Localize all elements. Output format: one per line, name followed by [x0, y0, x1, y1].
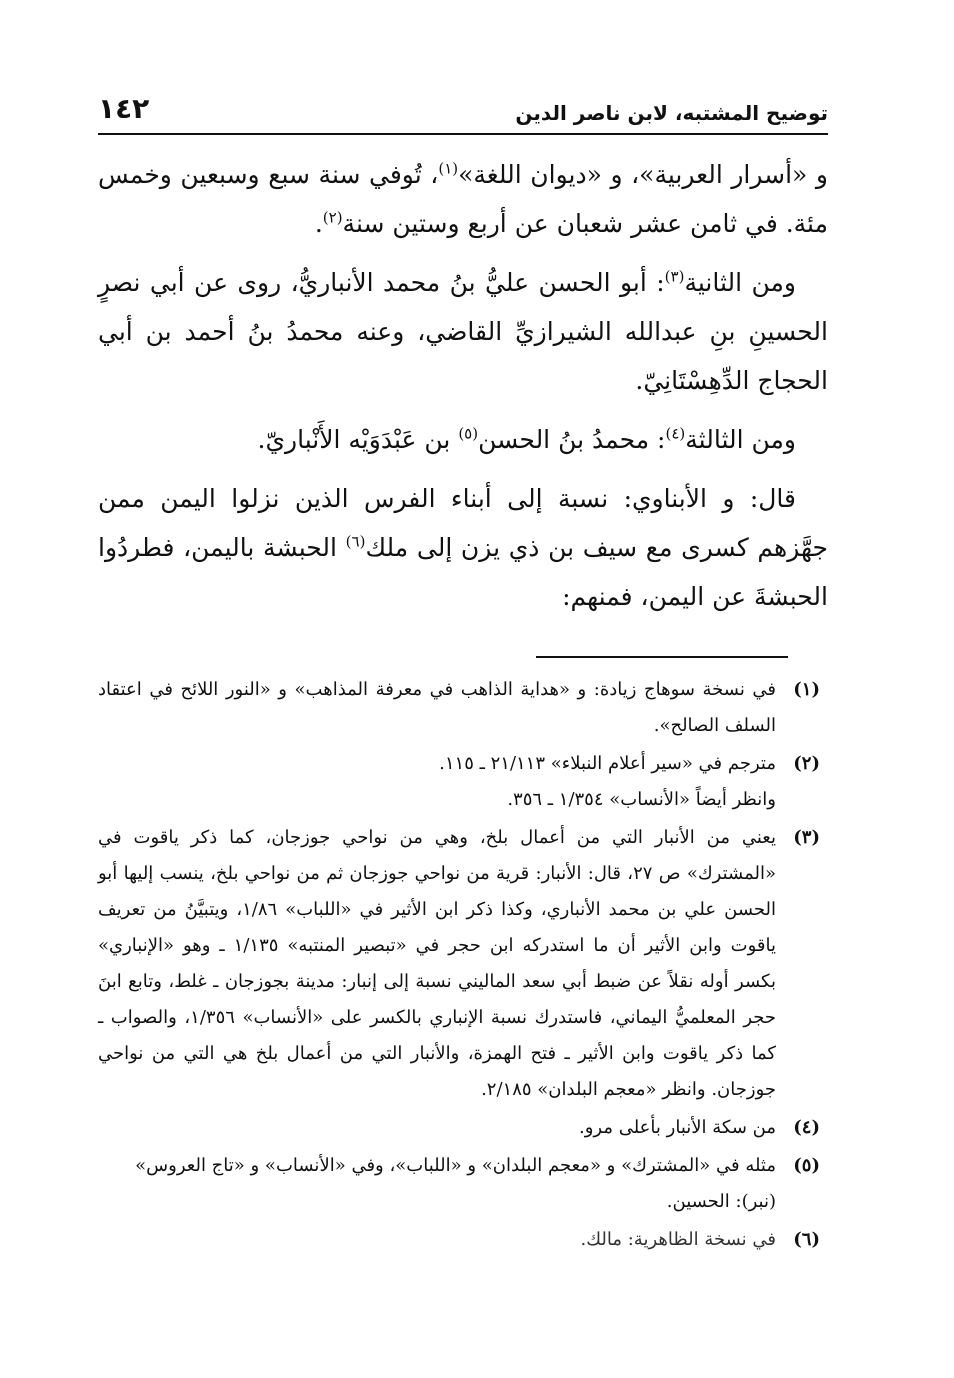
footnote-text: [98, 1222, 776, 1258]
main-text: [98, 150, 828, 631]
footnote-number: (٥): [793, 1155, 820, 1176]
footnote-line: في نسخة سوهاج زيادة: و «هداية الذاهب في معرفة المذاهب» و «النور اللائح في اعتقاد السلف الصالح».: [98, 679, 776, 736]
footnote-number: (٣): [793, 827, 820, 848]
footnote-ref-4: (٤): [665, 424, 686, 443]
footnote: [98, 672, 820, 744]
footnote-text: [98, 1148, 776, 1220]
footnote-text: [98, 746, 776, 818]
footnote-number: (٢): [793, 753, 820, 774]
paragraph-3: [98, 415, 828, 464]
paragraph-1: [98, 150, 828, 248]
footnotes: [98, 672, 820, 1260]
footnote-line: يعني من الأنبار التي من أعمال بلخ، وهي من نواحي جوزجان، كما ذكر ياقوت في «المشترك» ص ٢٧، قال: الأنبار: قرية من نواحي جوزجان ثم من نواحي بلخ، ينسب إليها أبو الحسن علي بن محمد الأنباري، وكذا ذكر ابن الأثير في «اللباب» ١/٨٦، ويتبيَّنُ من تعريف ياقوت وابن الأثير أن ما استدركه ابن حجر في «تبصير المنتبه» ١/١٣٥ ـ وهو «الإنباري» بكسر أوله نقلاً عن ضبط أبي سعد الماليني نسبة إلى إنبار: مدينة بجوزجان ـ غلط، وتابع ابنَ حجر المعلميُّ اليماني، فاستدرك نسبة الإنباري بالكسر على «الأنساب» ١/٣٥٦، والصواب ـ كما ذكر ياقوت وابن الأثير ـ فتح الهمزة، والأنبار التي من أعمال بلخ هي التي من نواحي جوزجان. وانظر «معجم البلدان» ٢/١٨٥.: [98, 827, 776, 1100]
footnote-text: [98, 672, 776, 744]
text-run: ومن الثالثة: [685, 425, 796, 454]
text-run: قال: و الأبناوي: نسبة إلى أبناء الفرس الذين نزلوا اليمن ممن جهَّزهم كسرى مع سيف بن ذي يزن إلى ملك: [98, 484, 828, 562]
text-run: : محمدُ بنُ الحسن: [478, 425, 666, 454]
footnote-line: وانظر أيضاً «الأنساب» ١/٣٥٤ ـ ٣٥٦.: [507, 789, 776, 810]
footnote: [98, 1148, 820, 1220]
text-run: الحبشة باليمن، فطردُوا الحبشةَ عن اليمن، فمنهم:: [98, 533, 828, 611]
text-run: بن عَبْدَوَيْه الأَنْباريّ.: [257, 425, 459, 454]
footnote: [98, 746, 820, 818]
footnote-text: [98, 1110, 776, 1146]
footnote-line: مثله في «المشترك» و «معجم البلدان» و «اللباب»، وفي «الأنساب» و «تاج العروس»: [135, 1155, 776, 1176]
footnote: [98, 1222, 820, 1258]
footnote-number: (١): [793, 679, 820, 700]
running-title: توضيح المشتبه، لابن ناصر الدين: [515, 101, 828, 125]
text-run: : أبو الحسن عليُّ بنُ محمد الأنباريُّ، روى عن أبي نصرٍ الحسينِ بنِ عبدالله الشيرازيِّ القاضي، وعنه محمدُ بنُ أحمد بن أبي الحجاج الدِّهِسْتَانِيّ.: [98, 268, 828, 395]
paragraph-4: [98, 474, 828, 621]
footnote-line: (نبر): الحسين.: [666, 1191, 776, 1212]
footnote-number: (٦): [793, 1229, 820, 1250]
footnote-ref-5: (٥): [458, 424, 479, 443]
footnote-ref-3: (٣): [664, 267, 685, 286]
footnote: [98, 820, 820, 1108]
footnote-line: مترجم في «سير أعلام النبلاء» ٢١/١١٣ ـ ١١٥.: [439, 753, 776, 774]
text-run: ، تُوفي سنة سبع وسبعين وخمس مئة. في ثامن عشر شعبان عن أربع وستين سنة: [98, 160, 828, 238]
footnote-ref-6: (٦): [345, 532, 366, 551]
page-number: ١٤٢: [98, 92, 150, 125]
text-run: و «أسرار العربية»، و «ديوان اللغة»: [458, 160, 828, 189]
footnote-ref-2: (٢): [322, 208, 343, 227]
footnote-ref-1: (١): [438, 159, 459, 178]
footnote-number: (٤): [793, 1117, 820, 1138]
footnote-separator: [536, 656, 788, 658]
footnote-text: [98, 820, 776, 1108]
text-run: .: [314, 209, 323, 238]
page-header: [98, 92, 828, 135]
footnote: [98, 1110, 820, 1146]
footnote-line: من سكة الأنبار بأعلى مرو.: [579, 1117, 776, 1138]
paragraph-2: [98, 258, 828, 405]
text-run: ومن الثانية: [684, 268, 796, 297]
footnote-line: في نسخة الظاهرية: مالك.: [580, 1229, 776, 1250]
